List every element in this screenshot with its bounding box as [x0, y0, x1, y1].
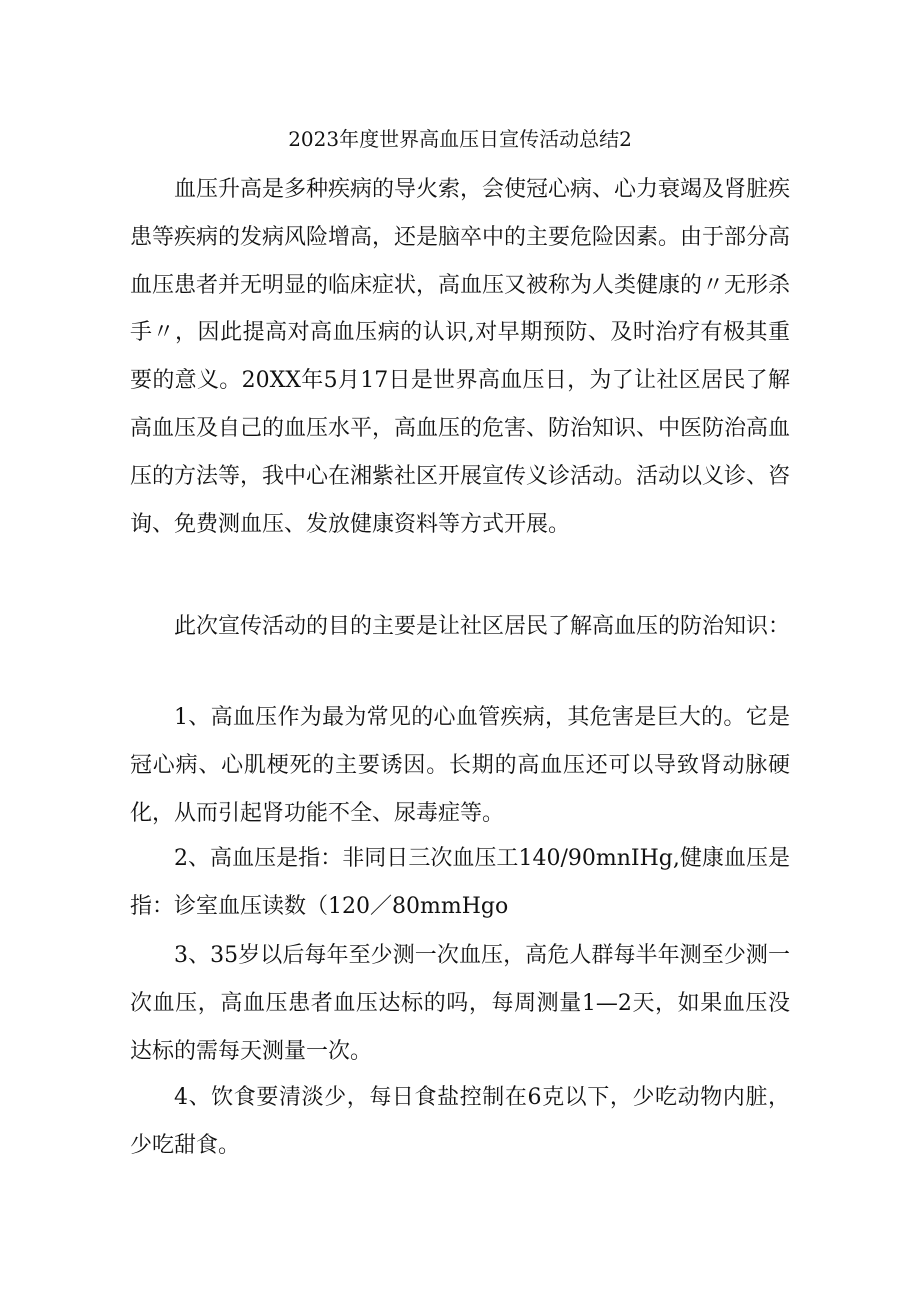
paragraph-point-1: 1、高血压作为最为常见的心血管疾病，其危害是巨大的。它是冠心病、心肌梗死的主要诱因。长期的高血压还可以导致肾动脉硬化，从而引起肾功能不全、尿毒症等。	[130, 705, 790, 826]
paragraph-purpose: 此次宣传活动的目的主要是让社区居民了解高血压的防治知识：	[174, 614, 791, 639]
paragraph-point-4: 4、饮食要清淡少，每日食盐控制在6克以下，少吃动物内脏，少吃甜食。	[130, 1085, 790, 1158]
paragraph-point-2: 2、高血压是指：非同日三次血压工140/90mnIHg,健康血压是指：诊室血压读数（120／80mmHgo	[130, 846, 790, 919]
document-title: 2023年度世界高血压日宣传活动总结2	[288, 127, 632, 151]
paragraph-point-3: 3、35岁以后每年至少测一次血压，高危人群每半年测至少测一次血压，高血压患者血压达标的吗，每周测量1—2天，如果血压没达标的需每天测量一次。	[130, 943, 790, 1064]
paragraph-intro: 血压升高是多种疾病的导火索，会使冠心病、心力衰竭及肾脏疾患等疾病的发病风险增高，还是脑卒中的主要危险因素。由于部分高血压患者并无明显的临床症状，高血压又被称为人类健康的〃无形杀手〃，因此提高对高血压病的认识,对早期预防、及时治疗有极其重要的意义。20XX年5月17日是世界高血压日，为了让社区居民了解高血压及自己的血压水平，高血压的危害、防治知识、中医防治高血压的方法等，我中心在湘紫社区开展宣传义诊活动。活动以义诊、咨询、免费测血压、发放健康资料等方式开展。	[130, 177, 791, 537]
